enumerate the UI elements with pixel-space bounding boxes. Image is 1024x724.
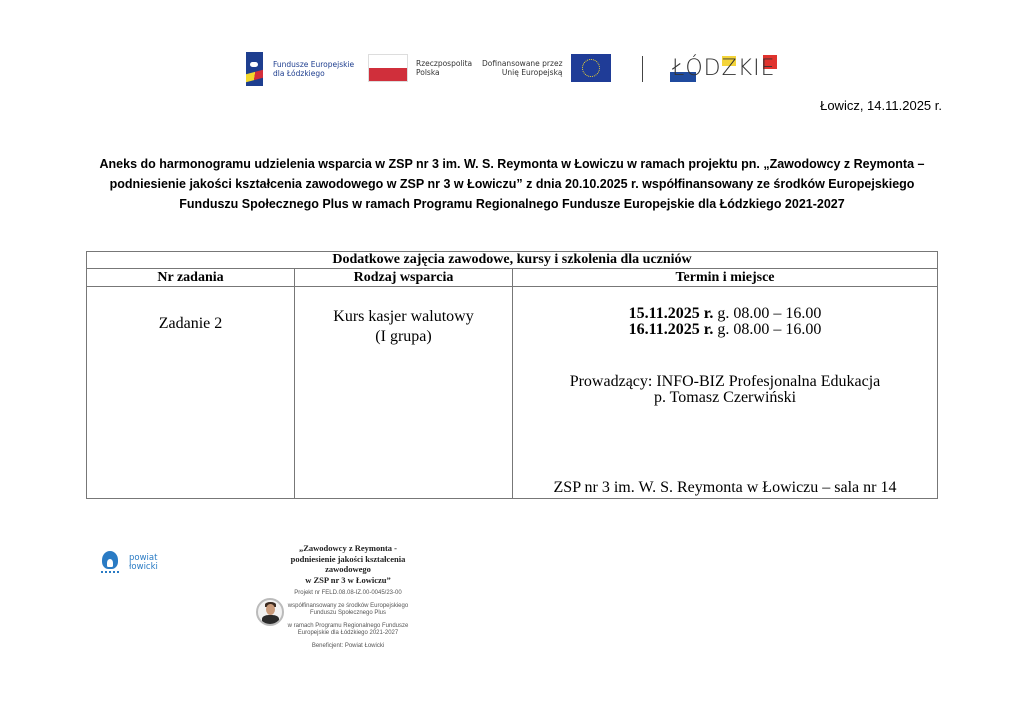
pl-logo-line2: Polska [416, 68, 440, 77]
fe-logo-line1: Fundusze Europejskie [273, 60, 355, 69]
document-title [70, 154, 954, 214]
project-number: Projekt nr FELD.08.08-IZ.00-0045/23-00 [294, 590, 402, 596]
title-line: Aneks do harmonogramu udzielenia wsparcia w ZSP nr 3 im. W. S. Reymonta w Łowiczu w ramach projektu pn. „Zawodowcy z Reymonta – [99, 157, 925, 171]
project-title-line: zawodowego [325, 564, 371, 574]
session-date: 16.11.2025 r. [628, 321, 714, 338]
trainer-organization: Prowadzący: INFO-BIZ Profesjonalna Edukacja [569, 373, 881, 390]
cofinanced-line: Funduszu Społecznego Plus [309, 610, 387, 616]
session-date-line [513, 322, 937, 338]
eu-logo-line1: Dofinansowane przez [482, 59, 563, 68]
rzeczpospolita-polska-logo [368, 54, 472, 82]
fundusze-europejskie-logo [246, 52, 354, 86]
lodzkie-logo [670, 52, 780, 84]
session-date: 15.11.2025 r. [628, 305, 714, 322]
cofinanced-line: współfinansowany ze środków Europejskiego [287, 602, 409, 609]
venue: ZSP nr 3 im. W. S. Reymonta w Łowiczu – sala nr 14 [553, 479, 897, 496]
powiat-line2: łowicki [129, 562, 158, 572]
fe-logo-line2: dla Łódzkiego [273, 69, 325, 78]
session-date-line [513, 306, 937, 322]
logo-separator [642, 56, 643, 82]
column-header-date-place: Termin i miejsce [513, 269, 938, 287]
programme-line: Europejskie dla Łódzkiego 2021-2027 [297, 630, 399, 636]
project-title-line: „Zawodowcy z Reymonta - [299, 543, 397, 553]
date-place-cell [513, 287, 938, 499]
pl-logo-line1: Rzeczpospolita [416, 59, 473, 68]
lodzkie-logo-text: ŁÓDZKIE [672, 56, 776, 81]
session-hours: g. 08.00 – 16.00 [713, 321, 822, 338]
column-header-task-number: Nr zadania [87, 269, 295, 287]
title-line: podniesienie jakości kształcenia zawodowego w ZSP nr 3 w Łowiczu” z dnia 20.10.2025 r. współfinansowany ze środków Europejskiego [109, 177, 915, 191]
support-type-group: (I grupa) [375, 328, 432, 345]
table-row [87, 287, 938, 499]
column-header-support-type: Rodzaj wsparcia [295, 269, 513, 287]
document-date: Łowicz, 14.11.2025 r. [820, 98, 942, 113]
eu-cofinancing-logo [482, 54, 611, 82]
beneficiary: Beneficjent: Powiat Łowicki [311, 642, 385, 649]
eu-logo-line2: Unię Europejską [501, 68, 563, 77]
support-type-name: Kurs kasjer walutowy [333, 308, 474, 325]
support-type-cell [295, 287, 513, 499]
trainer-name: p. Tomasz Czerwiński [653, 389, 797, 406]
powiat-line1: powiat [129, 553, 158, 563]
powiat-lowicki-logo [100, 551, 158, 575]
schedule-table [86, 251, 938, 499]
table-caption: Dodatkowe zajęcia zawodowe, kursy i szkolenia dla uczniów [87, 252, 938, 269]
project-info-block [268, 543, 428, 650]
eu-flag-icon [571, 54, 611, 82]
funding-logo-bar [240, 44, 785, 92]
polish-flag-icon [368, 54, 408, 82]
programme-line: w ramach Programu Regionalnego Fundusze [287, 622, 409, 629]
fe-emblem-icon [246, 52, 263, 86]
task-cell: Zadanie 2 [87, 287, 295, 499]
session-hours: g. 08.00 – 16.00 [713, 305, 822, 322]
powiat-emblem-icon [100, 551, 120, 575]
project-title-line: w ZSP nr 3 w Łowiczu” [305, 574, 391, 585]
title-line: Funduszu Społecznego Plus w ramach Programu Regionalnego Fundusze Europejskie dla Łódzkiego 2021-2027 [179, 197, 845, 211]
project-title-line: podniesienie jakości kształcenia [290, 553, 406, 564]
